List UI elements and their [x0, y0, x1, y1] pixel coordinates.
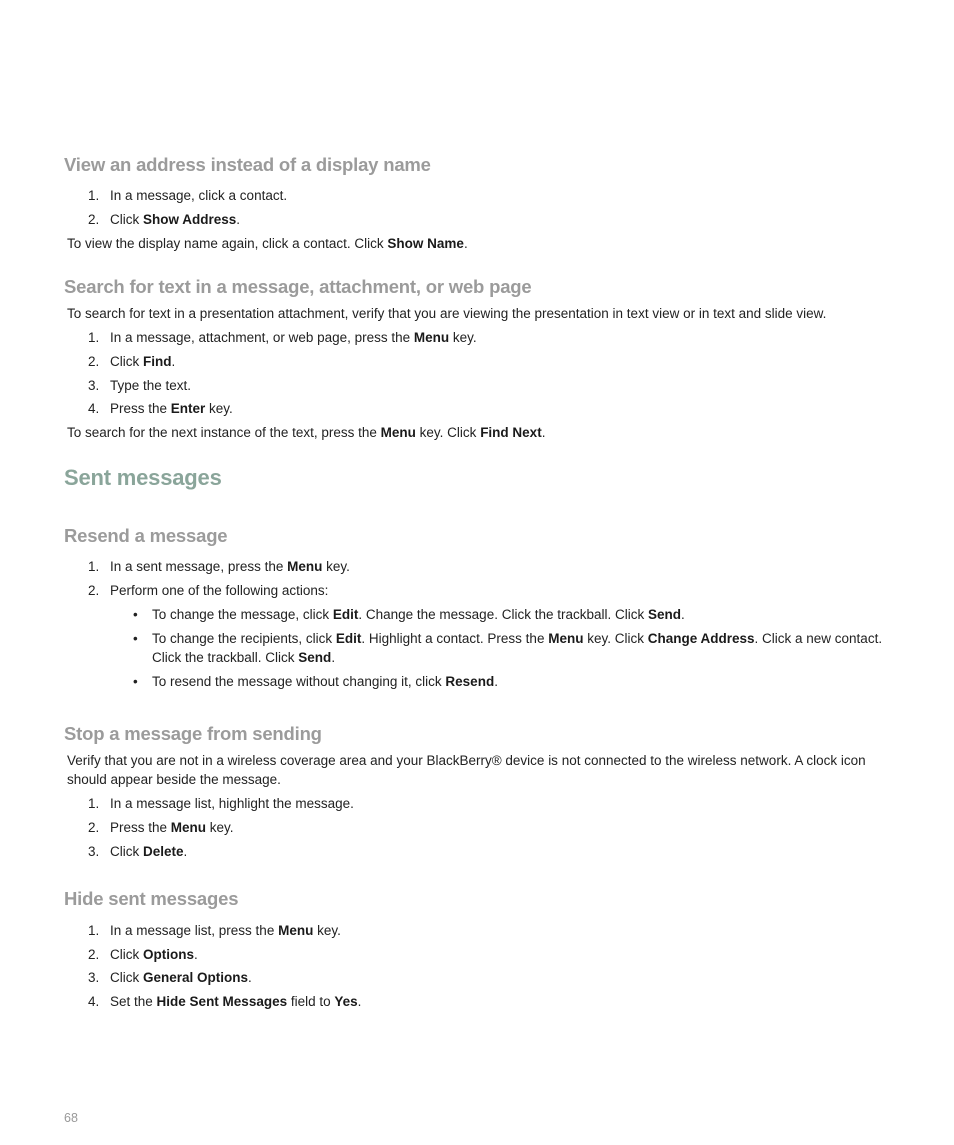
step-resend-1: 1. In a sent message, press the Menu key.: [88, 559, 350, 574]
bullet-dot-icon: •: [133, 674, 138, 689]
step-hide-1: 1. In a message list, press the Menu key.: [88, 923, 341, 938]
step-view-address-2: 2. Click Show Address.: [88, 212, 241, 227]
bullet-change-message: • To change the message, click Edit. Change the message. Click the trackball. Click Send.: [133, 607, 685, 622]
step-stop-2: 2. Press the Menu key.: [88, 820, 234, 835]
heading-stop-sending: Stop a message from sending: [64, 723, 322, 744]
step-search-4: 4. Press the Enter key.: [88, 401, 233, 416]
page-number: 68: [64, 1111, 78, 1125]
intro-stop-sending: Verify that you are not in a wireless coverage area and your BlackBerry® device is not connected to the wireless network. A clock icon should appear beside the message.: [67, 753, 866, 787]
bullet-change-recipients: • To change the recipients, click Edit. Highlight a contact. Press the Menu key. Click Change Address. Click a new contact. Click the trackball. Click Send.: [133, 631, 883, 665]
heading-resend: Resend a message: [64, 525, 228, 546]
step-search-3: 3. Type the text.: [88, 378, 192, 393]
bullet-dot-icon: •: [133, 607, 138, 622]
heading-view-address: View an address instead of a display name: [64, 154, 431, 175]
heading-search-text: Search for text in a message, attachment, or web page: [64, 276, 532, 297]
step-hide-4: 4. Set the Hide Sent Messages field to Yes.: [88, 994, 362, 1009]
step-view-address-1: 1. In a message, click a contact.: [88, 188, 288, 203]
intro-search-text: To search for text in a presentation attachment, verify that you are viewing the presentation in text view or in text and slide view.: [67, 306, 827, 321]
step-search-1: 1. In a message, attachment, or web page, press the Menu key.: [88, 330, 477, 345]
bullet-dot-icon: •: [133, 631, 138, 646]
heading-hide-sent: Hide sent messages: [64, 888, 239, 909]
note-view-address: To view the display name again, click a contact. Click Show Name.: [67, 236, 468, 251]
note-search-text: To search for the next instance of the text, press the Menu key. Click Find Next.: [67, 425, 546, 440]
step-stop-1: 1. In a message list, highlight the message.: [88, 796, 354, 811]
heading-sent-messages: Sent messages: [64, 465, 222, 490]
step-search-2: 2. Click Find.: [88, 354, 176, 369]
step-hide-3: 3. Click General Options.: [88, 970, 252, 985]
step-resend-2: 2. Perform one of the following actions:: [88, 583, 329, 598]
bullet-resend-unchanged: • To resend the message without changing it, click Resend.: [133, 674, 498, 689]
step-stop-3: 3. Click Delete.: [88, 844, 188, 859]
step-hide-2: 2. Click Options.: [88, 947, 198, 962]
